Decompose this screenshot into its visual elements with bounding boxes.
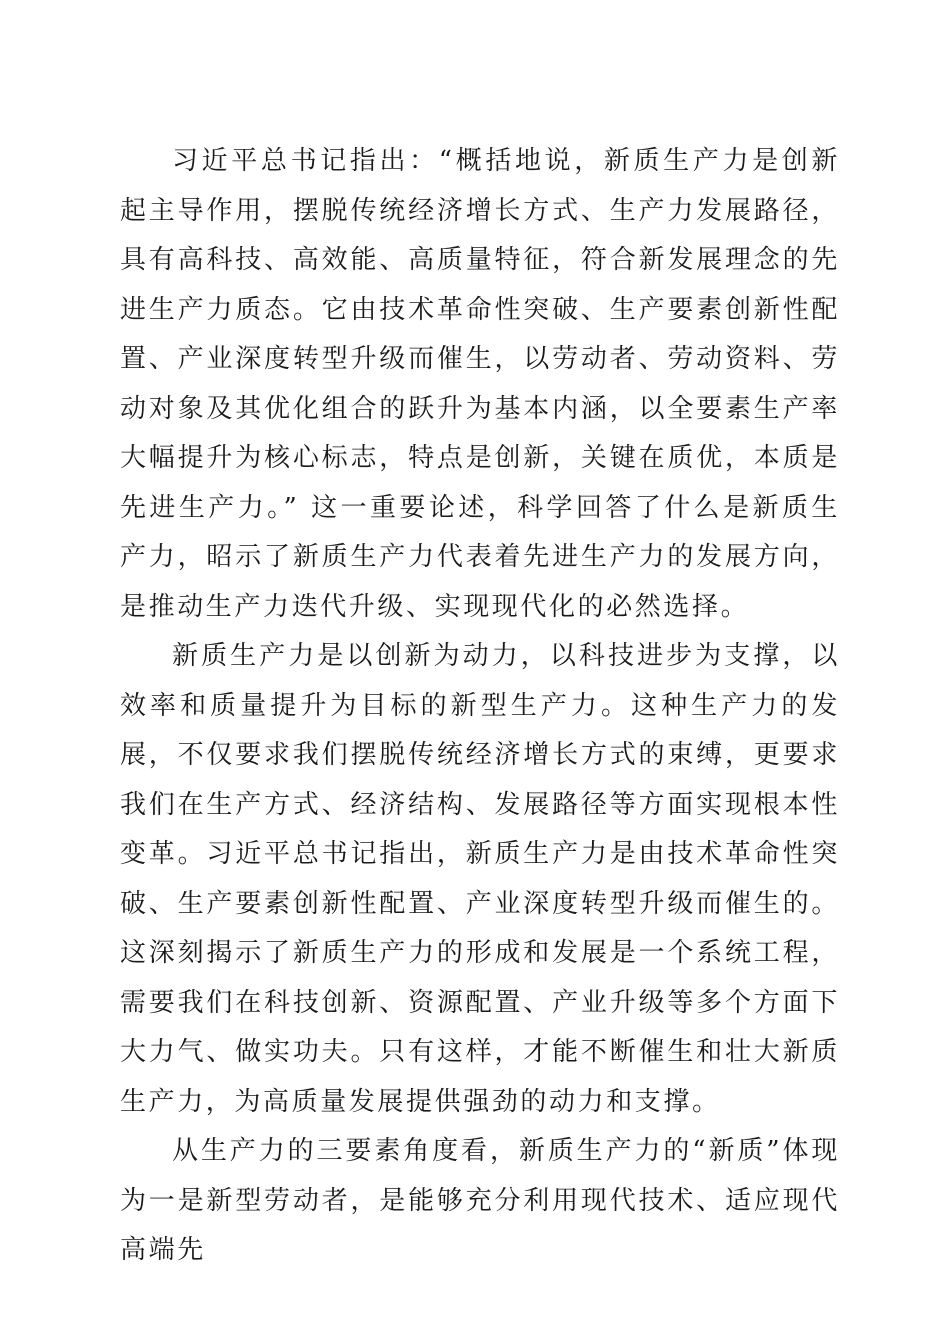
paragraph-2: 新质生产力是以创新为动力，以科技进步为支撑，以效率和质量提升为目标的新型生产力。这种生产力的发展，不仅要求我们摆脱传统经济增长方式的束缚，更要求我们在生产方式、经济结构、发展路径等方面实现根本性变革。习近平总书记指出，新质生产力是由技术革命性突破、生产要素创新性配置、产业深度转型升级而催生的。这深刻揭示了新质生产力的形成和发展是一个系统工程，需要我们在科技创新、资源配置、产业升级等多个方面下大力气、做实功夫。只有这样，才能不断催生和壮大新质生产力，为高质量发展提供强劲的动力和支撑。 — [120, 641, 840, 1117]
paragraph-3: 从生产力的三要素角度看，新质生产力的“新质”体现为一是新型劳动者，是能够充分利用现代技术、适应现代高端先 — [120, 1136, 840, 1265]
paragraph-1: 习近平总书记指出：“概括地说，新质生产力是创新起主导作用，摆脱传统经济增长方式、生产力发展路径，具有高科技、高效能、高质量特征，符合新发展理念的先进生产力质态。它由技术革命性突破、生产要素创新性配置、产业深度转型升级而催生，以劳动者、劳动资料、劳动对象及其优化组合的跃升为基本内涵，以全要素生产率大幅提升为核心标志，特点是创新，关键在质优，本质是先进生产力。” 这一重要论述，科学回答了什么是新质生产力，昭示了新质生产力代表着先进生产力的发展方向，是推动生产力迭代升级、实现现代化的必然选择。 — [120, 146, 840, 622]
document-body — [120, 137, 840, 1276]
